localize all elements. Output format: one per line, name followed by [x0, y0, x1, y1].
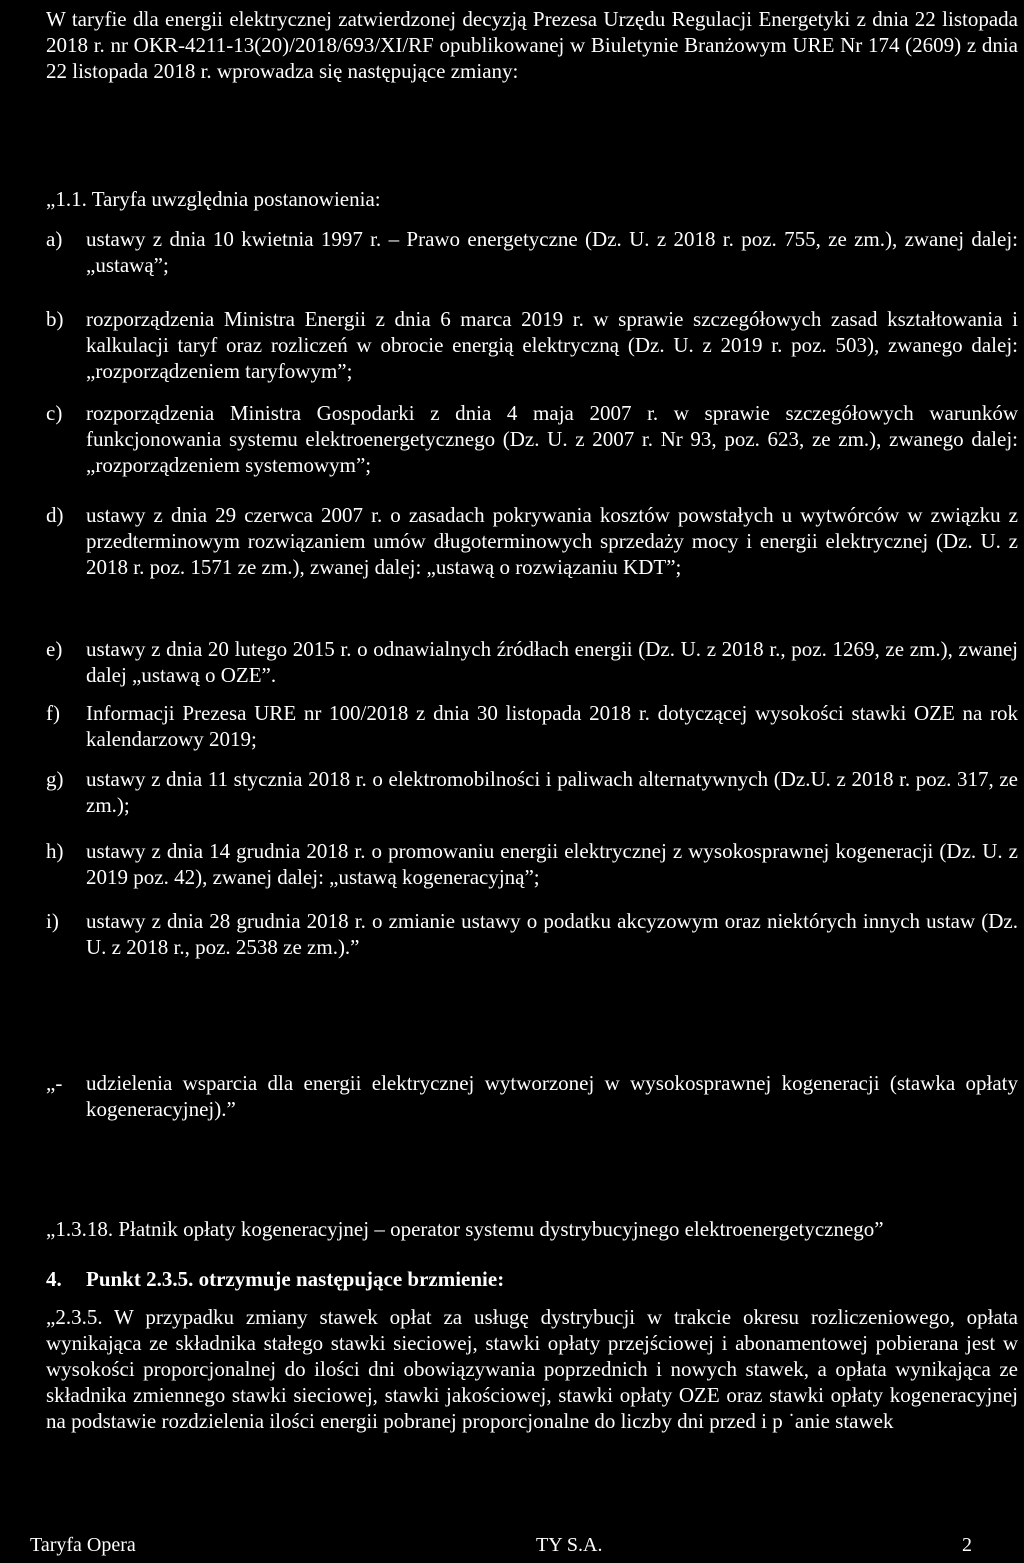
list-item-label: d): [46, 503, 64, 527]
list-item-text: ustawy z dnia 29 czerwca 2007 r. o zasadach pokrywania kosztów powstałych u wytwórców w związku z przedterminowym rozwiązaniem umów długoterminowych sprzedaży mocy i energii elektrycznej (Dz. U. z 2018 r. poz. 1571 ze zm.), zwanej dalej: „ustawą o rozwiązaniu KDT”;: [86, 503, 1018, 579]
list-item-label: b): [46, 307, 64, 331]
list-item-text: ustawy z dnia 14 grudnia 2018 r. o promowaniu energii elektrycznej z wysokosprawnej kogeneracji (Dz. U. z 2019 poz. 42), zwanej dalej: „ustawą kogeneracyjną”;: [86, 839, 1018, 889]
list-item-label: c): [46, 401, 63, 425]
support-item-label: „-: [46, 1071, 63, 1095]
list-item-text: ustawy z dnia 11 stycznia 2018 r. o elektromobilności i paliwach alternatywnych (Dz.U. z 2018 r. poz. 317, ze zm.);: [86, 767, 1018, 817]
footer-left: Taryfa Opera: [30, 1534, 136, 1556]
support-item-text: udzielenia wsparcia dla energii elektrycznej wytworzonej w wysokosprawnej kogeneracji (stawka opłaty kogeneracyjnej).”: [86, 1071, 1018, 1121]
list-item-label: h): [46, 839, 64, 863]
list-item-label: i): [46, 909, 59, 933]
section-2-3-5: „2.3.5. W przypadku zmiany stawek opłat za usługę dystrybucji w trakcie okresu rozliczeniowego, opłata wynikająca ze składnika stałego stawki sieciowej, stawki opłaty przejściowej i abonamentowej pobierana jest w wysokości proporcjonalnej do ilości dni obowiązywania poprzednich i nowych stawek, a opłata wynikająca ze składnika zmiennego stawki sieciowej, stawki jakościowej, stawki opłaty OZE oraz stawki opłaty kogeneracyjnej na podstawie rozdzielenia ilości energii pobranej proporcjonalne do liczby dni przed i p ˙anie stawek: [46, 1305, 1018, 1433]
section-1-1-heading: „1.1. Taryfa uwzględnia postanowienia:: [46, 187, 381, 211]
list-item-text: ustawy z dnia 20 lutego 2015 r. o odnawialnych źródłach energii (Dz. U. z 2018 r., poz. 1269, ze zm.), zwanej dalej „ustawą o OZE”.: [86, 637, 1018, 687]
intro-paragraph: W taryfie dla energii elektrycznej zatwierdzonej decyzją Prezesa Urzędu Regulacji Energetyki z dnia 22 listopada 2018 r. nr OKR-4211-13(20)/2018/693/XI/RF opublikowanej w Biuletynie Branżowym URE Nr 174 (2609) z dnia 22 listopada 2018 r. wprowadza się następujące zmiany:: [46, 7, 1018, 83]
list-item-text: ustawy z dnia 28 grudnia 2018 r. o zmianie ustawy o podatku akcyzowym oraz niektórych innych ustaw (Dz. U. z 2018 r., poz. 2538 ze zm.).”: [86, 909, 1018, 959]
list-item-label: e): [46, 637, 63, 661]
page-number: 2: [962, 1534, 972, 1556]
list-item-text: Informacji Prezesa URE nr 100/2018 z dnia 30 listopada 2018 r. dotyczącej wysokości stawki OZE na rok kalendarzowy 2019;: [86, 701, 1018, 751]
list-item-text: rozporządzenia Ministra Gospodarki z dnia 4 maja 2007 r. w sprawie szczegółowych warunków funkcjonowania systemu elektroenergetycznego (Dz. U. z 2007 r. Nr 93, poz. 623, ze zm.), zwanego dalej: „rozporządzeniem systemowym”;: [86, 401, 1018, 477]
list-item-text: rozporządzenia Ministra Energii z dnia 6 marca 2019 r. w sprawie szczegółowych zasad kształtowania i kalkulacji taryf oraz rozliczeń w obrocie energią elektryczną (Dz. U. z 2019 r. poz. 503), zwanego dalej: „rozporządzeniem taryfowym”;: [86, 307, 1018, 383]
list-item-text: ustawy z dnia 10 kwietnia 1997 r. – Prawo energetyczne (Dz. U. z 2018 r. poz. 755, ze zm.), zwanej dalej: „ustawą”;: [86, 227, 1018, 277]
list-item-label: g): [46, 767, 64, 791]
section-1-3-18: „1.3.18. Płatnik opłaty kogeneracyjnej – operator systemu dystrybucyjnego elektroenergetycznego”: [46, 1217, 884, 1241]
list-item-label: a): [46, 227, 63, 251]
footer-center: TY S.A.: [536, 1534, 603, 1556]
list-item-label: f): [46, 701, 60, 725]
point-4-number: 4.: [46, 1267, 62, 1291]
point-4-title: Punkt 2.3.5. otrzymuje następujące brzmienie:: [86, 1267, 505, 1291]
